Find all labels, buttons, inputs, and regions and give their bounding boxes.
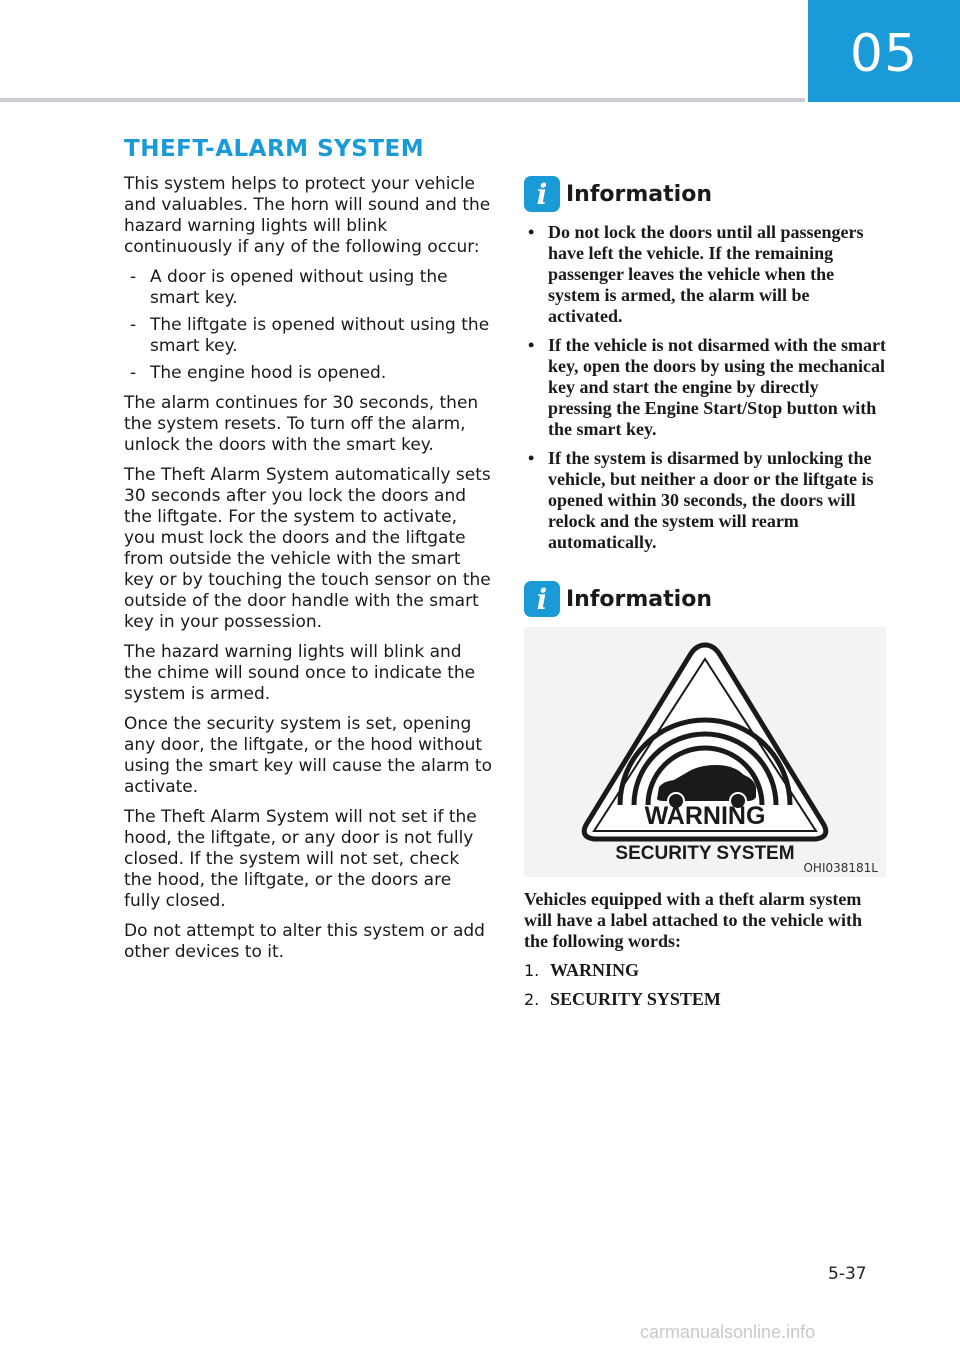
information-bullet: • If the vehicle is not disarmed with the smart key, open the doors by using the mechanical key and start the engine by directly pressing the Engine Start/Stop button with the smart key. [524,335,886,440]
label-security-text: SECURITY SYSTEM [615,843,795,864]
label-warning-text: WARNING [644,802,766,830]
body-paragraph: Do not attempt to alter this system or add other devices to it. [124,921,485,962]
left-column [124,136,492,972]
info-icon: i [524,581,560,617]
figure-caption: Vehicles equipped with a theft alarm system will have a label attached to the vehicle with the following words: [524,889,862,951]
condition-item: - A door is opened without using the smart key. [124,267,492,309]
body-paragraph: The Theft Alarm System automatically sets 30 seconds after you lock the doors and the liftgate. For the system to activate, you must lock the doors and the liftgate from outside the vehicle with the smart key or by touching the touch sensor on the outside of the door handle with the smart key in your possession. [124,465,491,632]
body-paragraph: The Theft Alarm System will not set if the hood, the liftgate, or any door is not fully closed. If the system will not set, check the hood, the liftgate, or the doors are fully closed. [124,807,477,911]
body-paragraph: The alarm continues for 30 seconds, then the system resets. To turn off the alarm, unlock the doors with the smart key. [124,393,479,455]
chapter-number: 05 [849,24,919,84]
information-bullets [524,222,886,553]
condition-item: - The liftgate is opened without using the smart key. [124,315,492,357]
header-rule [0,98,805,102]
information-bullet: • If the system is disarmed by unlocking the vehicle, but neither a door or the liftgate is opened within 30 seconds, the doors will relock and the system will rearm automatically. [524,448,886,553]
intro-paragraph: This system helps to protect your vehicle and valuables. The horn will sound and the hazard warning lights will blink continuously if any of the following occur: [124,174,491,257]
chapter-tab [808,0,960,102]
body-paragraph: Once the security system is set, opening any door, the liftgate, or the hood without using the smart key will cause the alarm to activate. [124,714,492,797]
condition-item: - The engine hood is opened. [124,363,492,384]
information-title: Information [566,586,712,612]
information-heading [524,176,886,212]
section-title: THEFT-ALARM SYSTEM [124,136,425,162]
watermark: carmanualsonline.info [640,1322,816,1342]
information-bullet: • Do not lock the doors until all passengers have left the vehicle. If the remaining passenger leaves the vehicle when the system is armed, the alarm will be activated. [524,222,886,327]
condition-list [124,267,492,384]
list-number: 2. [524,990,540,1009]
label-words-list [524,960,886,1010]
list-item [524,989,886,1010]
right-column [524,176,886,1018]
figure-code: OHI038181L [803,861,878,875]
info-icon: i [524,176,560,212]
information-title: Information [566,181,712,207]
security-label-figure [524,627,886,877]
page-number: 5-37 [828,1264,867,1284]
list-item [524,960,886,981]
body-paragraph: The hazard warning lights will blink and the chime will sound once to indicate the system is armed. [124,642,476,704]
list-text: SECURITY SYSTEM [550,989,721,1009]
list-number: 1. [524,961,540,980]
warning-triangle-graphic [524,627,886,877]
list-text: WARNING [550,960,640,980]
information-heading [524,581,886,617]
